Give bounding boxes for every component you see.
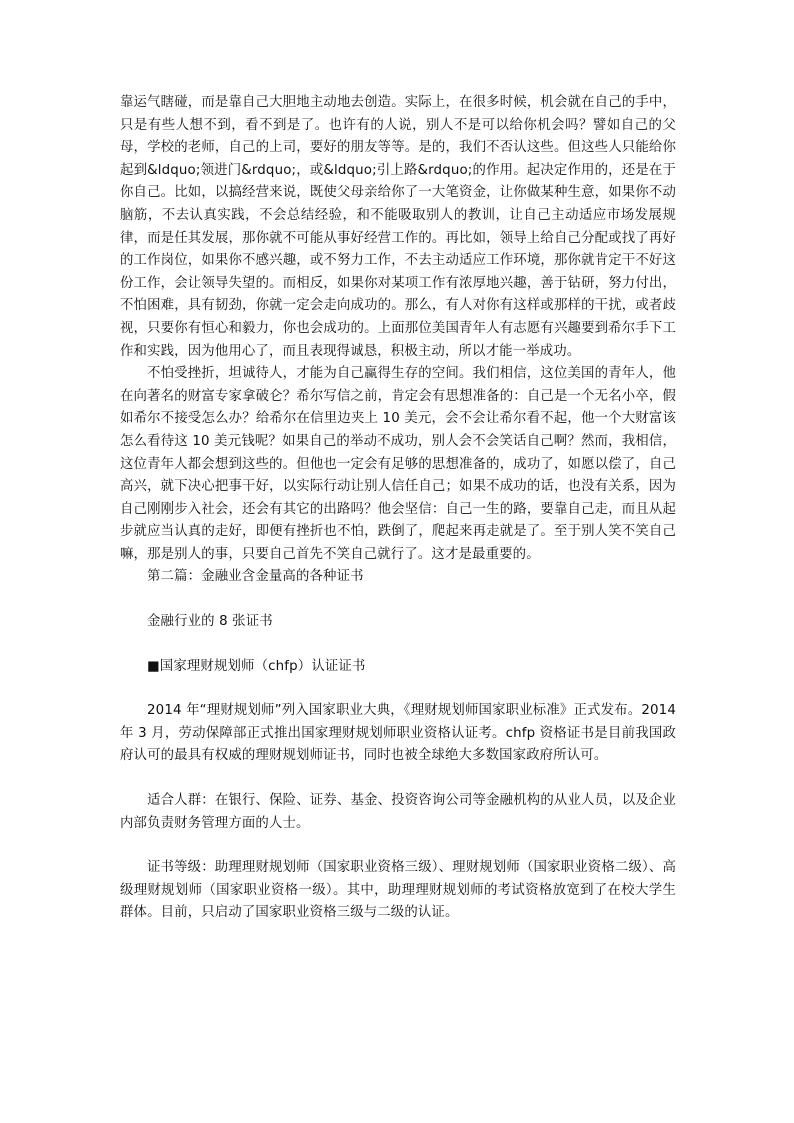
section-heading: 第二篇：金融业含金量高的各种证书 <box>147 569 364 585</box>
document-page <box>120 92 676 925</box>
body-paragraph-2: 不怕受挫折，坦诚待人，才能为自己赢得生存的空间。我们相信，这位美国的青年人，他在向著名的财富专家拿破仑？希尔写信之前，肯定会有思想准备的：自己是一个无名小卒，假如希尔不接受怎么办？给希尔在信里边夹上 10 美元，会不会让希尔看不起，他一个大财富该怎么看待这 10 美元钱呢？如果自己的举动不成功，别人会不会笑话自己啊？然而，我相信，这位青年人都会想到这些的。但他也一定会有足够的思想准备的，成功了，如愿以偿了，自己高兴，就下决心把事干好，以实际行动让别人信任自己；如果不成功的话，也没有关系，因为自己刚刚步入社会，还会有其它的出路吗？他会坚信：自己一生的路，要靠自己走，而且从起步就应当认真的走好，即便有挫折也不怕，跌倒了，爬起来再走就是了。至于别人笑不笑自己嘛，那是别人的事，只要自己首先不笑自己就行了。这才是最重要的。 <box>120 366 676 562</box>
certificate-levels: 证书等级：助理理财规划师（国家职业资格三级）、理财规划师（国家职业资格二级）、高级理财规划师（国家职业资格一级）。其中，助理理财规划师的考试资格放宽到了在校大学生群体。目前，只启动了国家职业资格三级与二级的认证。 <box>120 860 676 921</box>
body-paragraph-1: 靠运气瞎碰，而是靠自己大胆地主动地去创造。实际上，在很多时候，机会就在自己的手中，只是有些人想不到，看不到是了。也许有的人说，别人不是可以给你机会吗？譬如自己的父母，学校的老师，自己的上司，要好的朋友等等。是的，我们不否认这些。但这些人只能给你起到&ldquo;领进门&rdquo;，或&ldquo;引上路&rdquo;的作用。起决定作用的，还是在于你自己。比如，以搞经营来说，既使父母亲给你了一大笔资金，让你做某种生意，如果你不动脑筋，不去认真实践，不会总结经验，和不能吸取别人的教训，让自己主动适应市场发展规律，而是任其发展，那你就不可能从事好经营工作的。再比如，领导上给自己分配或找了再好的工作岗位，如果你不感兴趣，或不努力工作，不去主动适应工作环境，那你就肯定干不好这份工作，会让领导失望的。而相反，如果你对某项工作有浓厚地兴趣，善于钻研，努力付出，不怕困难，具有韧劲，你就一定会走向成功的。那么，有人对你有这样或那样的干扰，或者歧视，只要你有恒心和毅力，你也会成功的。上面那位美国青年人有志愿有兴趣要到希尔手下工作和实践，因为他用心了，而且表现得诚恳，积极主动，所以才能一举成功。 <box>120 95 676 359</box>
target-audience: 适合人群：在银行、保险、证券、基金、投资咨询公司等金融机构的从业人员，以及企业内部负责财务管理方面的人士。 <box>120 793 676 831</box>
subheading: 金融行业的 8 张证书 <box>147 614 273 630</box>
spacer <box>120 589 676 611</box>
certificate-title: ■国家理财规划师（chfp）认证证书 <box>147 658 366 674</box>
spacer <box>120 678 676 700</box>
spacer <box>120 634 676 656</box>
spacer <box>120 835 676 857</box>
certificate-description: 2014 年“理财规划师”列入国家职业大典，《理财规划师国家职业标准》正式发布。2014 年 3 月，劳动保障部正式推出国家理财规划师职业资格认证考。chfp 资格证书是目前我国政府认可的最具有权威的理财规划师证书，同时也被全球绝大多数国家政府所认可。 <box>120 703 676 764</box>
spacer <box>120 768 676 790</box>
